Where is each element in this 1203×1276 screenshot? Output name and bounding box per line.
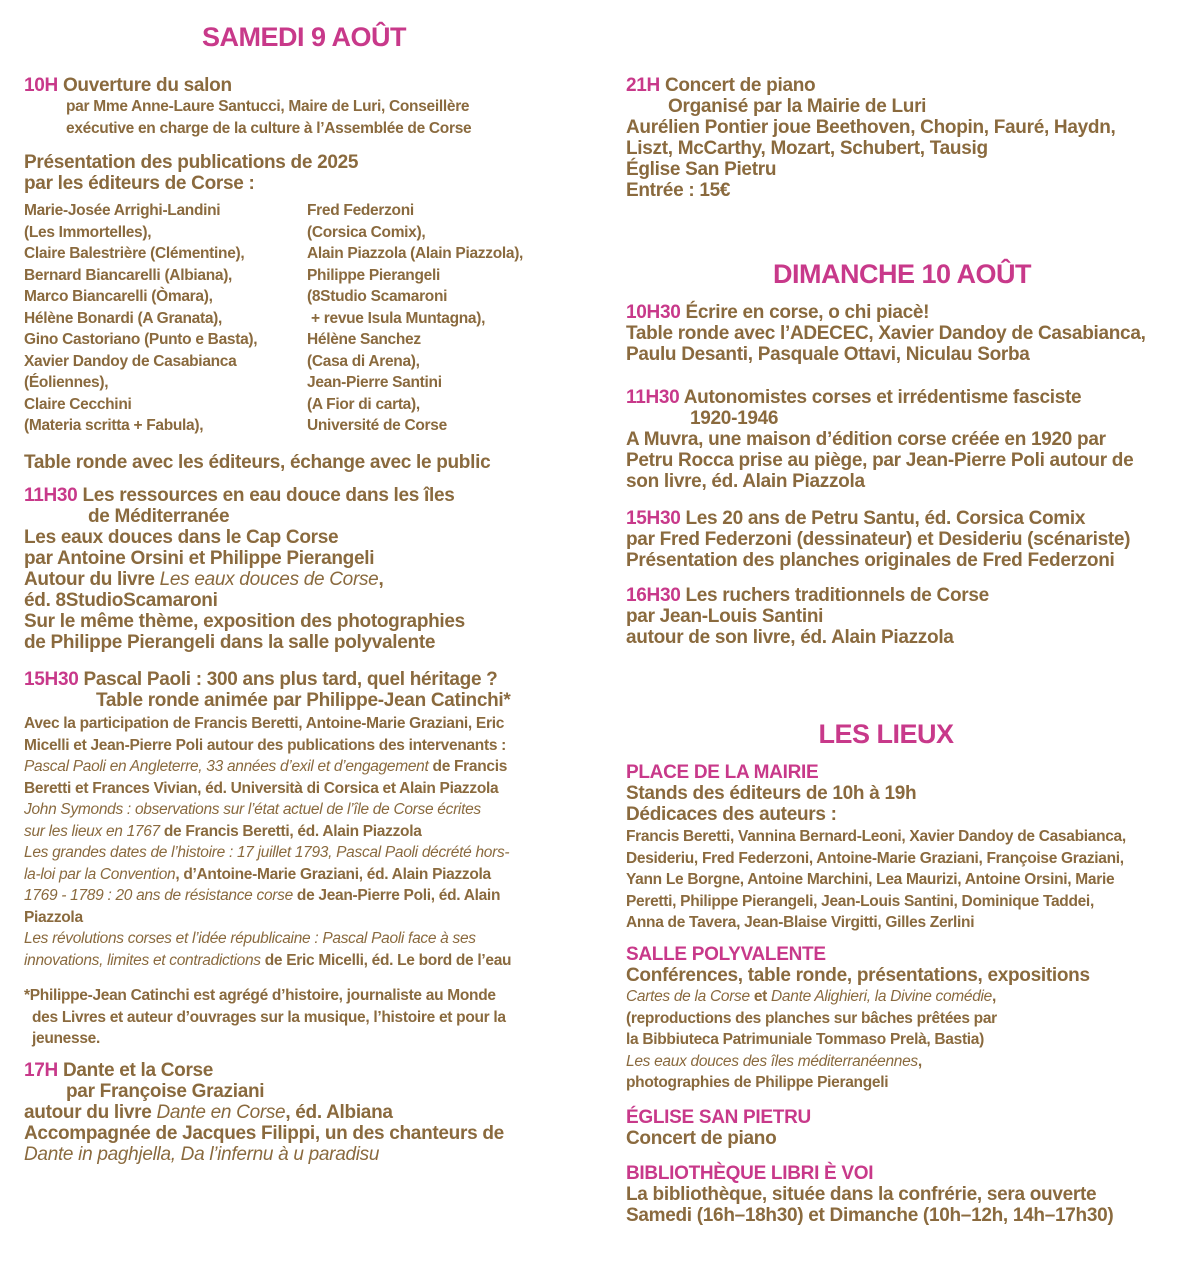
text-line: par Jean-Louis Santini (626, 606, 824, 627)
text-line: Accompagnée de Jacques Filippi, un des chanteurs de (24, 1123, 504, 1144)
text-line: , d’Antoine-Marie Graziani, éd. Alain Piazzola (175, 865, 491, 883)
event-title: Ouverture du salon (62, 75, 232, 96)
book-title: Cartes de la Corse (626, 988, 750, 1005)
text-line: jeunesse. (24, 1030, 100, 1047)
book-title: Dante in paghjella, Da l’infernu à u paradisu (24, 1144, 380, 1165)
event-title: Dante et la Corse (62, 1060, 214, 1081)
event-time: 10H30 (626, 302, 681, 323)
publisher-line: Marco Biancarelli (Òmara), (24, 288, 213, 305)
opening-event (24, 75, 584, 96)
venue-name: SALLE POLYVALENTE (626, 944, 826, 965)
text-line: de Philippe Pierangeli dans la salle polyvalente (24, 632, 436, 653)
text-line: son livre, éd. Alain Piazzola (626, 471, 865, 492)
text-line: , (917, 1052, 922, 1070)
event-title: Pascal Paoli : 300 ans plus tard, quel héritage ? (83, 669, 498, 690)
text-line: la Bibbiuteca Patrimuniale Tommaso Prelà, Bastia) (626, 1031, 984, 1048)
publisher-line: (8Studio Scamaroni (307, 288, 448, 305)
publisher-line: (Corsica Comix), (307, 223, 426, 241)
publisher-line: Bernard Biancarelli (Albiana), (24, 266, 233, 284)
book-title: 1769 - 1789 : 20 ans de résistance corse (24, 887, 293, 904)
publisher-line: (Les Immortelles), (24, 223, 152, 241)
text-line: éd. 8StudioScamaroni (24, 590, 218, 611)
text-line: photographies de Philippe Pierangeli (626, 1074, 889, 1091)
roundtable-editors: Table ronde avec les éditeurs, échange avec le public (24, 452, 491, 473)
sunday-event-2 (626, 387, 1186, 492)
text-line: Beretti et Frances Vivian, éd. Università di Corsica et Alain Piazzola (24, 779, 499, 797)
text-line: , éd. Albiana (285, 1102, 393, 1123)
venue-name: BIBLIOTHÈQUE LIBRI È VOI (626, 1163, 874, 1184)
footnote (24, 985, 584, 1050)
text-line: (reproductions des planches sur bâches prêtées par (626, 1009, 997, 1027)
text-line: Entrée : 15€ (626, 180, 731, 201)
publisher-line: Hélène Sanchez (307, 331, 421, 348)
publisher-line: Fred Federzoni (307, 202, 414, 219)
book-title: Dante Alighieri, la Divine comédie (771, 988, 993, 1005)
text-line: *Philippe-Jean Catinchi est agrégé d’histoire, journaliste au Monde (24, 987, 496, 1004)
venue-mairie (626, 762, 1186, 934)
text-line: par Mme Anne-Laure Santucci, Maire de Luri, Conseillère (66, 98, 470, 115)
text-line: par Antoine Orsini et Philippe Pierangeli (24, 548, 375, 569)
salle-details (626, 986, 1186, 1094)
text-line: Samedi (16h–18h30) et Dimanche (10h–12h, 14h–17h30) (626, 1205, 1114, 1226)
text-line: Présentation des planches originales de Fred Federzoni (626, 550, 1115, 571)
water-event (24, 485, 584, 653)
event-time: 15H30 (24, 669, 79, 690)
venue-eglise (626, 1107, 1186, 1149)
event-time: 16H30 (626, 585, 681, 606)
sunday-event-1 (626, 302, 1186, 365)
book-title: Les eaux douces de Corse (159, 569, 379, 590)
sunday-event-4 (626, 585, 1186, 648)
text-line: et (749, 988, 772, 1005)
text-line: de Francis Beretti, éd. Alain Piazzola (159, 822, 422, 840)
concert-event (626, 75, 1186, 201)
event-title: Les 20 ans de Petru Santu, éd. Corsica Comix (685, 508, 1086, 529)
venues-title: LES LIEUX (818, 719, 954, 749)
text-line: Concert de piano (626, 1128, 777, 1149)
event-time: 17H (24, 1060, 58, 1081)
event-time: 11H30 (24, 485, 78, 506)
opening-details (24, 96, 626, 139)
event-title: Autonomistes corses et irrédentisme fasciste (683, 387, 1082, 408)
presentation-heading (24, 152, 584, 194)
event-title: Les ressources en eau douce dans les îles (82, 485, 455, 506)
text-line: Liszt, McCarthy, Mozart, Schubert, Tausig (626, 138, 988, 159)
book-title: sur les lieux en 1767 (24, 822, 160, 840)
text-line: Table ronde avec l’ADECEC, Xavier Dandoy de Casabianca, (626, 323, 1146, 344)
event-time: 21H (626, 75, 660, 96)
text-line: autour du livre (24, 1102, 157, 1123)
publisher-line: Gino Castoriano (Punto e Basta), (24, 331, 258, 348)
book-title: innovations, limites et contradictions (24, 951, 261, 969)
dante-event (24, 1060, 584, 1165)
author-line: Yann Le Borgne, Antoine Marchini, Lea Maurizi, Antoine Orsini, Marie (626, 871, 1115, 888)
author-line: Anna de Tavera, Jean-Blaise Virgitti, Gilles Zerlini (626, 914, 975, 931)
book-title: Les eaux douces des îles méditerranéennes (626, 1052, 918, 1070)
book-title: John Symonds : observations sur l’état actuel de l’île de Corse écrites (24, 801, 481, 818)
publisher-line: Université de Corse (307, 417, 447, 434)
text-line: Petru Rocca prise au piège, par Jean-Pierre Poli autour de (626, 450, 1134, 471)
paoli-event (24, 669, 584, 711)
publisher-line: Claire Cecchini (24, 395, 132, 413)
publisher-line: (Casa di Arena), (307, 352, 420, 370)
text-line: Stands des éditeurs de 10h à 19h (626, 783, 917, 804)
text-line: par Françoise Graziani (66, 1081, 265, 1102)
venue-salle (626, 944, 1186, 1094)
event-time: 10H (24, 75, 58, 96)
author-line: Desideriu, Fred Federzoni, Antoine-Marie Graziani, Françoise Graziani, (626, 849, 1124, 867)
book-title: Dante en Corse (156, 1102, 286, 1123)
text-line: Conférences, table ronde, présentations, expositions (626, 965, 1090, 986)
text-line: Sur le même thème, exposition des photographies (24, 611, 465, 632)
text-line: A Muvra, une maison d’édition corse créée en 1920 par (626, 429, 1106, 450)
sunday-title: DIMANCHE 10 AOÛT (772, 259, 1032, 289)
publisher-line: + revue Isula Muntagna), (307, 309, 486, 327)
text-line: Paulu Desanti, Pasquale Ottavi, Niculau Sorba (626, 344, 1030, 365)
publisher-line: (Éoliennes), (24, 374, 109, 391)
publisher-line: (Materia scritta + Fabula), (24, 417, 204, 434)
publisher-line: (A Fior di carta), (307, 395, 420, 413)
event-time: 15H30 (626, 508, 681, 529)
sunday-event-3 (626, 508, 1186, 571)
publisher-line: Philippe Pierangeli (307, 266, 440, 284)
text-line: de Jean-Pierre Poli, éd. Alain (292, 887, 501, 904)
event-title: Écrire en corse, o chi piacè! (685, 302, 930, 323)
publishers-right (307, 200, 523, 437)
text-line: Dédicaces des auteurs : (626, 804, 837, 825)
text-line: Église San Pietru (626, 159, 777, 180)
event-title: Concert de piano (664, 75, 816, 96)
paoli-details (24, 713, 584, 971)
publisher-line: Jean-Pierre Santini (307, 374, 442, 391)
text-line: Avec la participation de Francis Beretti, Antoine-Marie Graziani, Eric (24, 715, 505, 732)
venue-name: PLACE DE LA MAIRIE (626, 762, 819, 783)
authors-list (626, 826, 1186, 934)
venue-name: ÉGLISE SAN PIETRU (626, 1107, 811, 1128)
publisher-line: Claire Balestrière (Clémentine), (24, 245, 245, 262)
text-line: Micelli et Jean-Pierre Poli autour des publications des intervenants : (24, 736, 507, 754)
publisher-line: Marie-Josée Arrighi-Landini (24, 202, 221, 219)
book-title: la-loi par la Convention (24, 865, 176, 883)
text-line: autour de son livre, éd. Alain Piazzola (626, 627, 954, 648)
author-line: Peretti, Philippe Pierangeli, Jean-Louis Santini, Dominique Taddei, (626, 892, 1094, 910)
text-line: Organisé par la Mairie de Luri (668, 96, 927, 117)
text-line: Aurélien Pontier joue Beethoven, Chopin, Fauré, Haydn, (626, 117, 1116, 138)
book-title: Les grandes dates de l’histoire : 17 juillet 1793, Pascal Paoli décrété hors- (24, 844, 510, 861)
text-line: Piazzola (24, 908, 83, 926)
event-title-cont: 1920-1946 (690, 408, 779, 429)
text-line: exécutive en charge de la culture à l’Assemblée de Corse (66, 119, 472, 137)
book-title: Pascal Paoli en Angleterre, 33 années d’exil et d’engagement (24, 758, 429, 775)
author-line: Francis Beretti, Vannina Bernard-Leoni, Xavier Dandoy de Casabianca, (626, 828, 1126, 845)
publishers-left (24, 200, 257, 437)
venue-biblio (626, 1163, 1186, 1226)
text-line: La bibliothèque, située dans la confrérie, sera ouverte (626, 1184, 1097, 1205)
publisher-line: Xavier Dandoy de Casabianca (24, 352, 237, 370)
event-time: 11H30 (626, 387, 680, 408)
text-line: par les éditeurs de Corse : (24, 173, 255, 194)
text-line: , (992, 988, 997, 1005)
event-title-cont: Table ronde animée par Philippe-Jean Catinchi* (96, 690, 511, 711)
text-line: de Francis (428, 758, 508, 775)
text-line: des Livres et auteur d’ouvrages sur la musique, l’histoire et pour la (24, 1008, 506, 1026)
text-line: Présentation des publications de 2025 (24, 152, 359, 173)
text-line: de Eric Micelli, éd. Le bord de l’eau (260, 951, 512, 969)
text-line: Les eaux douces dans le Cap Corse (24, 527, 339, 548)
publisher-line: Alain Piazzola (Alain Piazzola), (307, 245, 524, 262)
publisher-line: Hélène Bonardi (A Granata), (24, 309, 223, 327)
text-line: Autour du livre (24, 569, 160, 590)
text-line: par Fred Federzoni (dessinateur) et Desideriu (scénariste) (626, 529, 1131, 550)
saturday-title: SAMEDI 9 AOÛT (201, 22, 406, 52)
event-title: Les ruchers traditionnels de Corse (680, 585, 989, 606)
event-title-cont: de Méditerranée (88, 506, 230, 527)
punct: , (378, 569, 384, 590)
book-title: Les révolutions corses et l’idée républicaine : Pascal Paoli face à ses (24, 930, 476, 947)
